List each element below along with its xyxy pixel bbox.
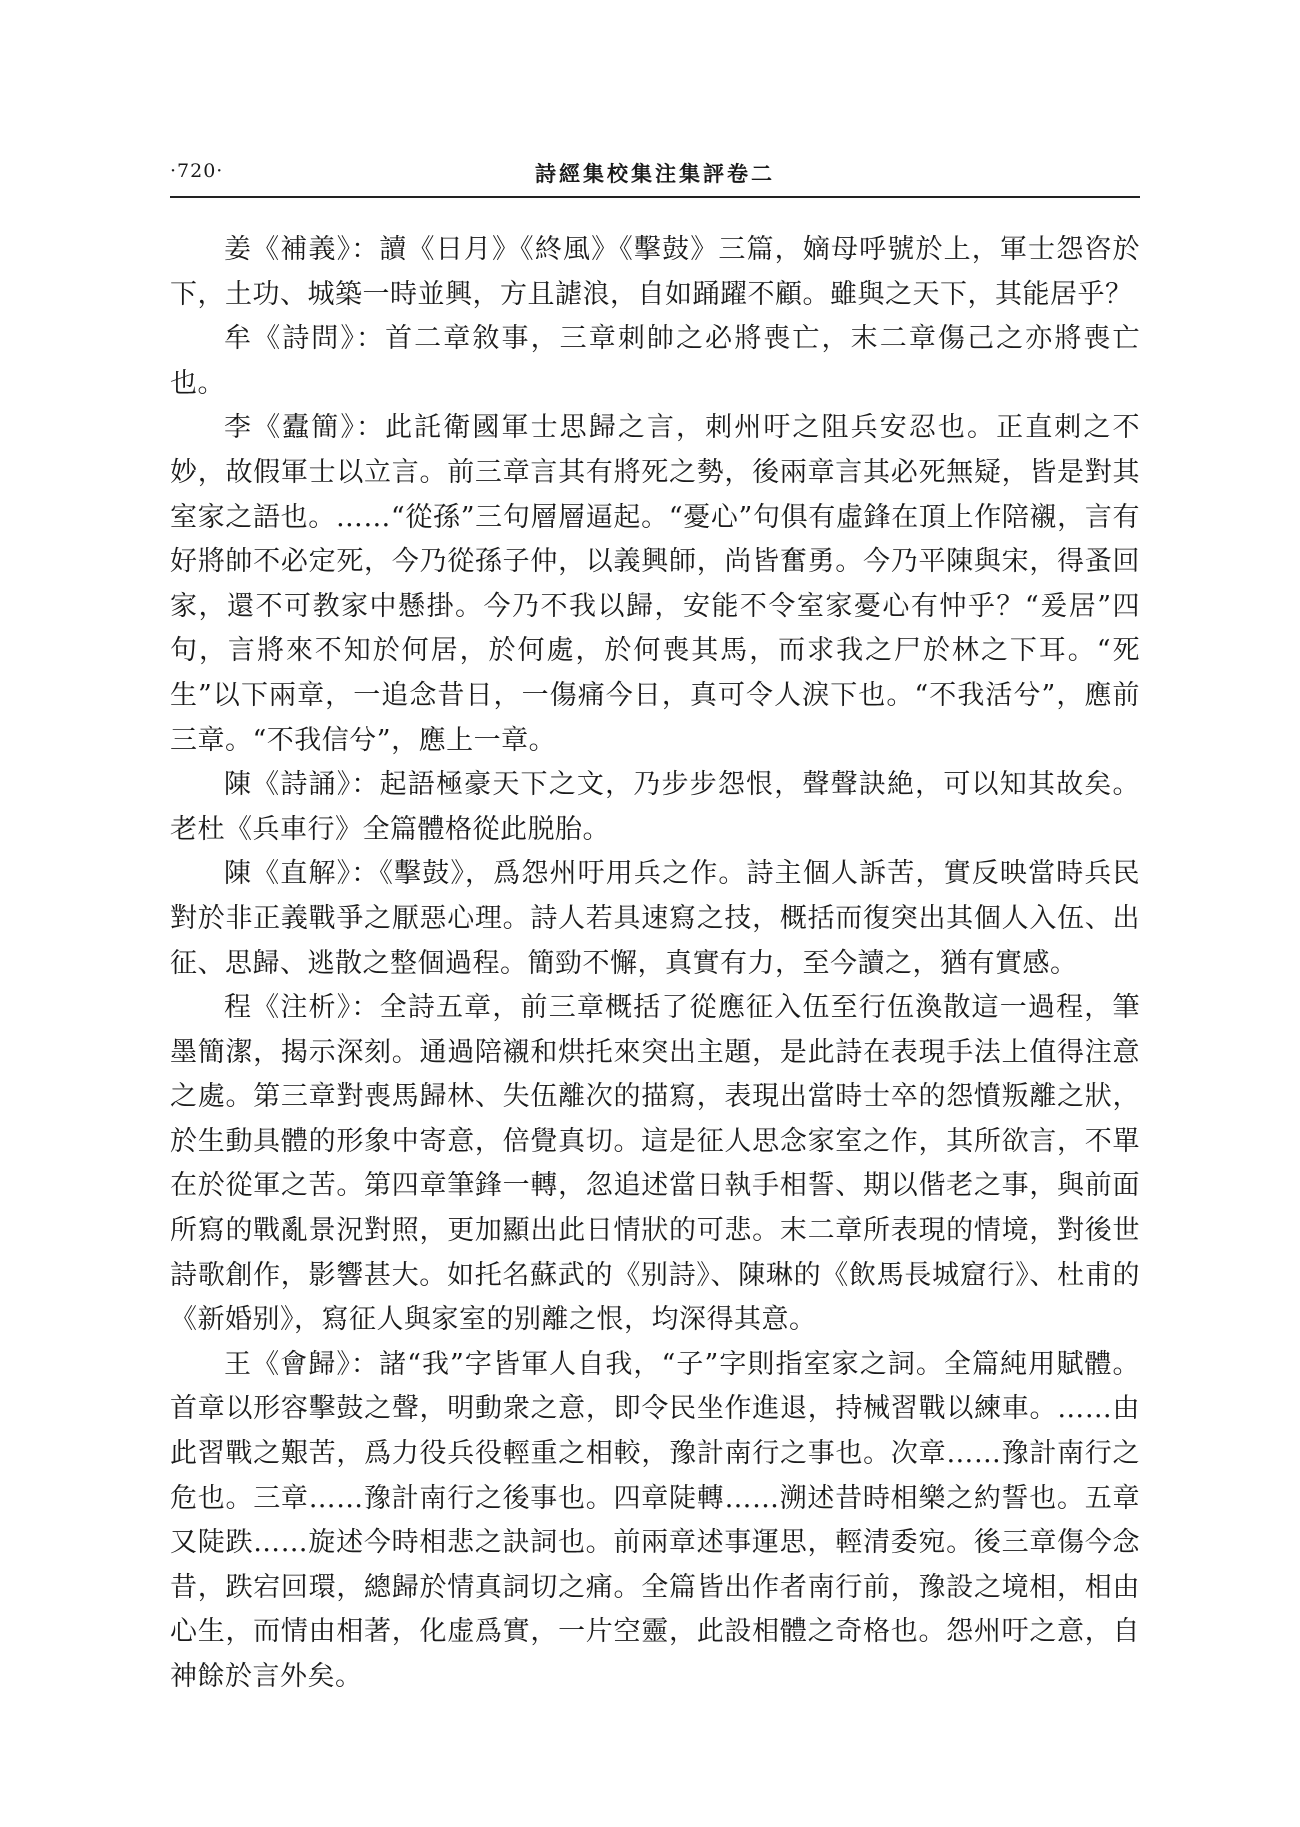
commentary-paragraph: 王《會歸》：諸“我”字皆軍人自我，“子”字則指室家之詞。全篇純用賦體。首章以形容擊鼓之聲，明動衆之意，即令民坐作進退，持械習戰以練車。……由此習戰之艱苦，爲力役兵役輕重之相較，豫計南行之事也。次章……豫計南行之危也。三章……豫計南行之後事也。四章陡轉……溯述昔時相樂之約誓也。五章又陡跌……旋述今時相悲之訣詞也。前兩章述事運思，輕清委宛。後三章傷今念昔，跌宕回環，總歸於情真詞切之痛。全篇皆出作者南行前，豫設之境相，相由心生，而情由相著，化虚爲實，一片空靈，此設相體之奇格也。怨州吁之意，自神餘於言外矣。 <box>170 1348 1140 1692</box>
commentary-paragraph: 陳《直解》：《擊鼓》，爲怨州吁用兵之作。詩主個人訴苦，實反映當時兵民對於非正義戰爭之厭惡心理。詩人若具速寫之技，概括而復突出其個人入伍、出征、思歸、逃散之整個過程。簡勁不懈，真實有力，至今讀之，猶有實感。 <box>170 858 1140 979</box>
running-title: 詩經集校集注集評卷二 <box>535 161 775 186</box>
page-number: ·720· <box>170 160 224 182</box>
body-text <box>170 228 1140 1700</box>
commentary-paragraph: 姜《補義》：讀《日月》《終風》《擊鼓》三篇，嫡母呼號於上，軍士怨咨於下，土功、城築一時並興，方且謔浪，自如踊躍不顧。雖與之天下，其能居乎？ <box>170 234 1140 310</box>
commentary-paragraph: 李《蠹簡》：此託衛國軍士思歸之言，刺州吁之阻兵安忍也。正直刺之不妙，故假軍士以立言。前三章言其有將死之勢，後兩章言其必死無疑，皆是對其室家之語也。……“從孫”三句層層逼起。“憂心”句俱有虛鋒在頂上作陪襯，言有好將帥不必定死，今乃從孫子仲，以義興師，尚皆奮勇。今乃平陳與宋，得蚤回家，還不可教家中懸掛。今乃不我以歸，安能不令室家憂心有忡乎？“爰居”四句，言將來不知於何居，於何處，於何喪其馬，而求我之尸於林之下耳。“死生”以下兩章，一追念昔日，一傷痛今日，真可令人淚下也。“不我活兮”，應前三章。“不我信兮”，應上一章。 <box>170 412 1140 756</box>
commentary-paragraph: 牟《詩問》：首二章敘事，三章刺帥之必將喪亡，末二章傷己之亦將喪亡也。 <box>170 323 1140 399</box>
commentary-paragraph: 程《注析》：全詩五章，前三章概括了從應征入伍至行伍渙散這一過程，筆墨簡潔，揭示深刻。通過陪襯和烘托來突出主題，是此詩在表現手法上值得注意之處。第三章對喪馬歸林、失伍離次的描寫，表現出當時士卒的怨憤叛離之狀，於生動具體的形象中寄意，倍覺真切。這是征人思念家室之作，其所欲言，不單在於從軍之苦。第四章筆鋒一轉，忽追述當日執手相誓、期以偕老之事，與前面所寫的戰亂景況對照，更加顯出此日情狀的可悲。末二章所表現的情境，對後世詩歌創作，影響甚大。如托名蘇武的《别詩》、陳琳的《飲馬長城窟行》、杜甫的《新婚别》，寫征人與家室的别離之恨，均深得其意。 <box>170 992 1140 1336</box>
page-header <box>170 152 1140 198</box>
commentary-paragraph: 陳《詩誦》：起語極豪天下之文，乃步步怨恨，聲聲訣絶，可以知其故矣。老杜《兵車行》全篇體格從此脱胎。 <box>170 769 1140 845</box>
